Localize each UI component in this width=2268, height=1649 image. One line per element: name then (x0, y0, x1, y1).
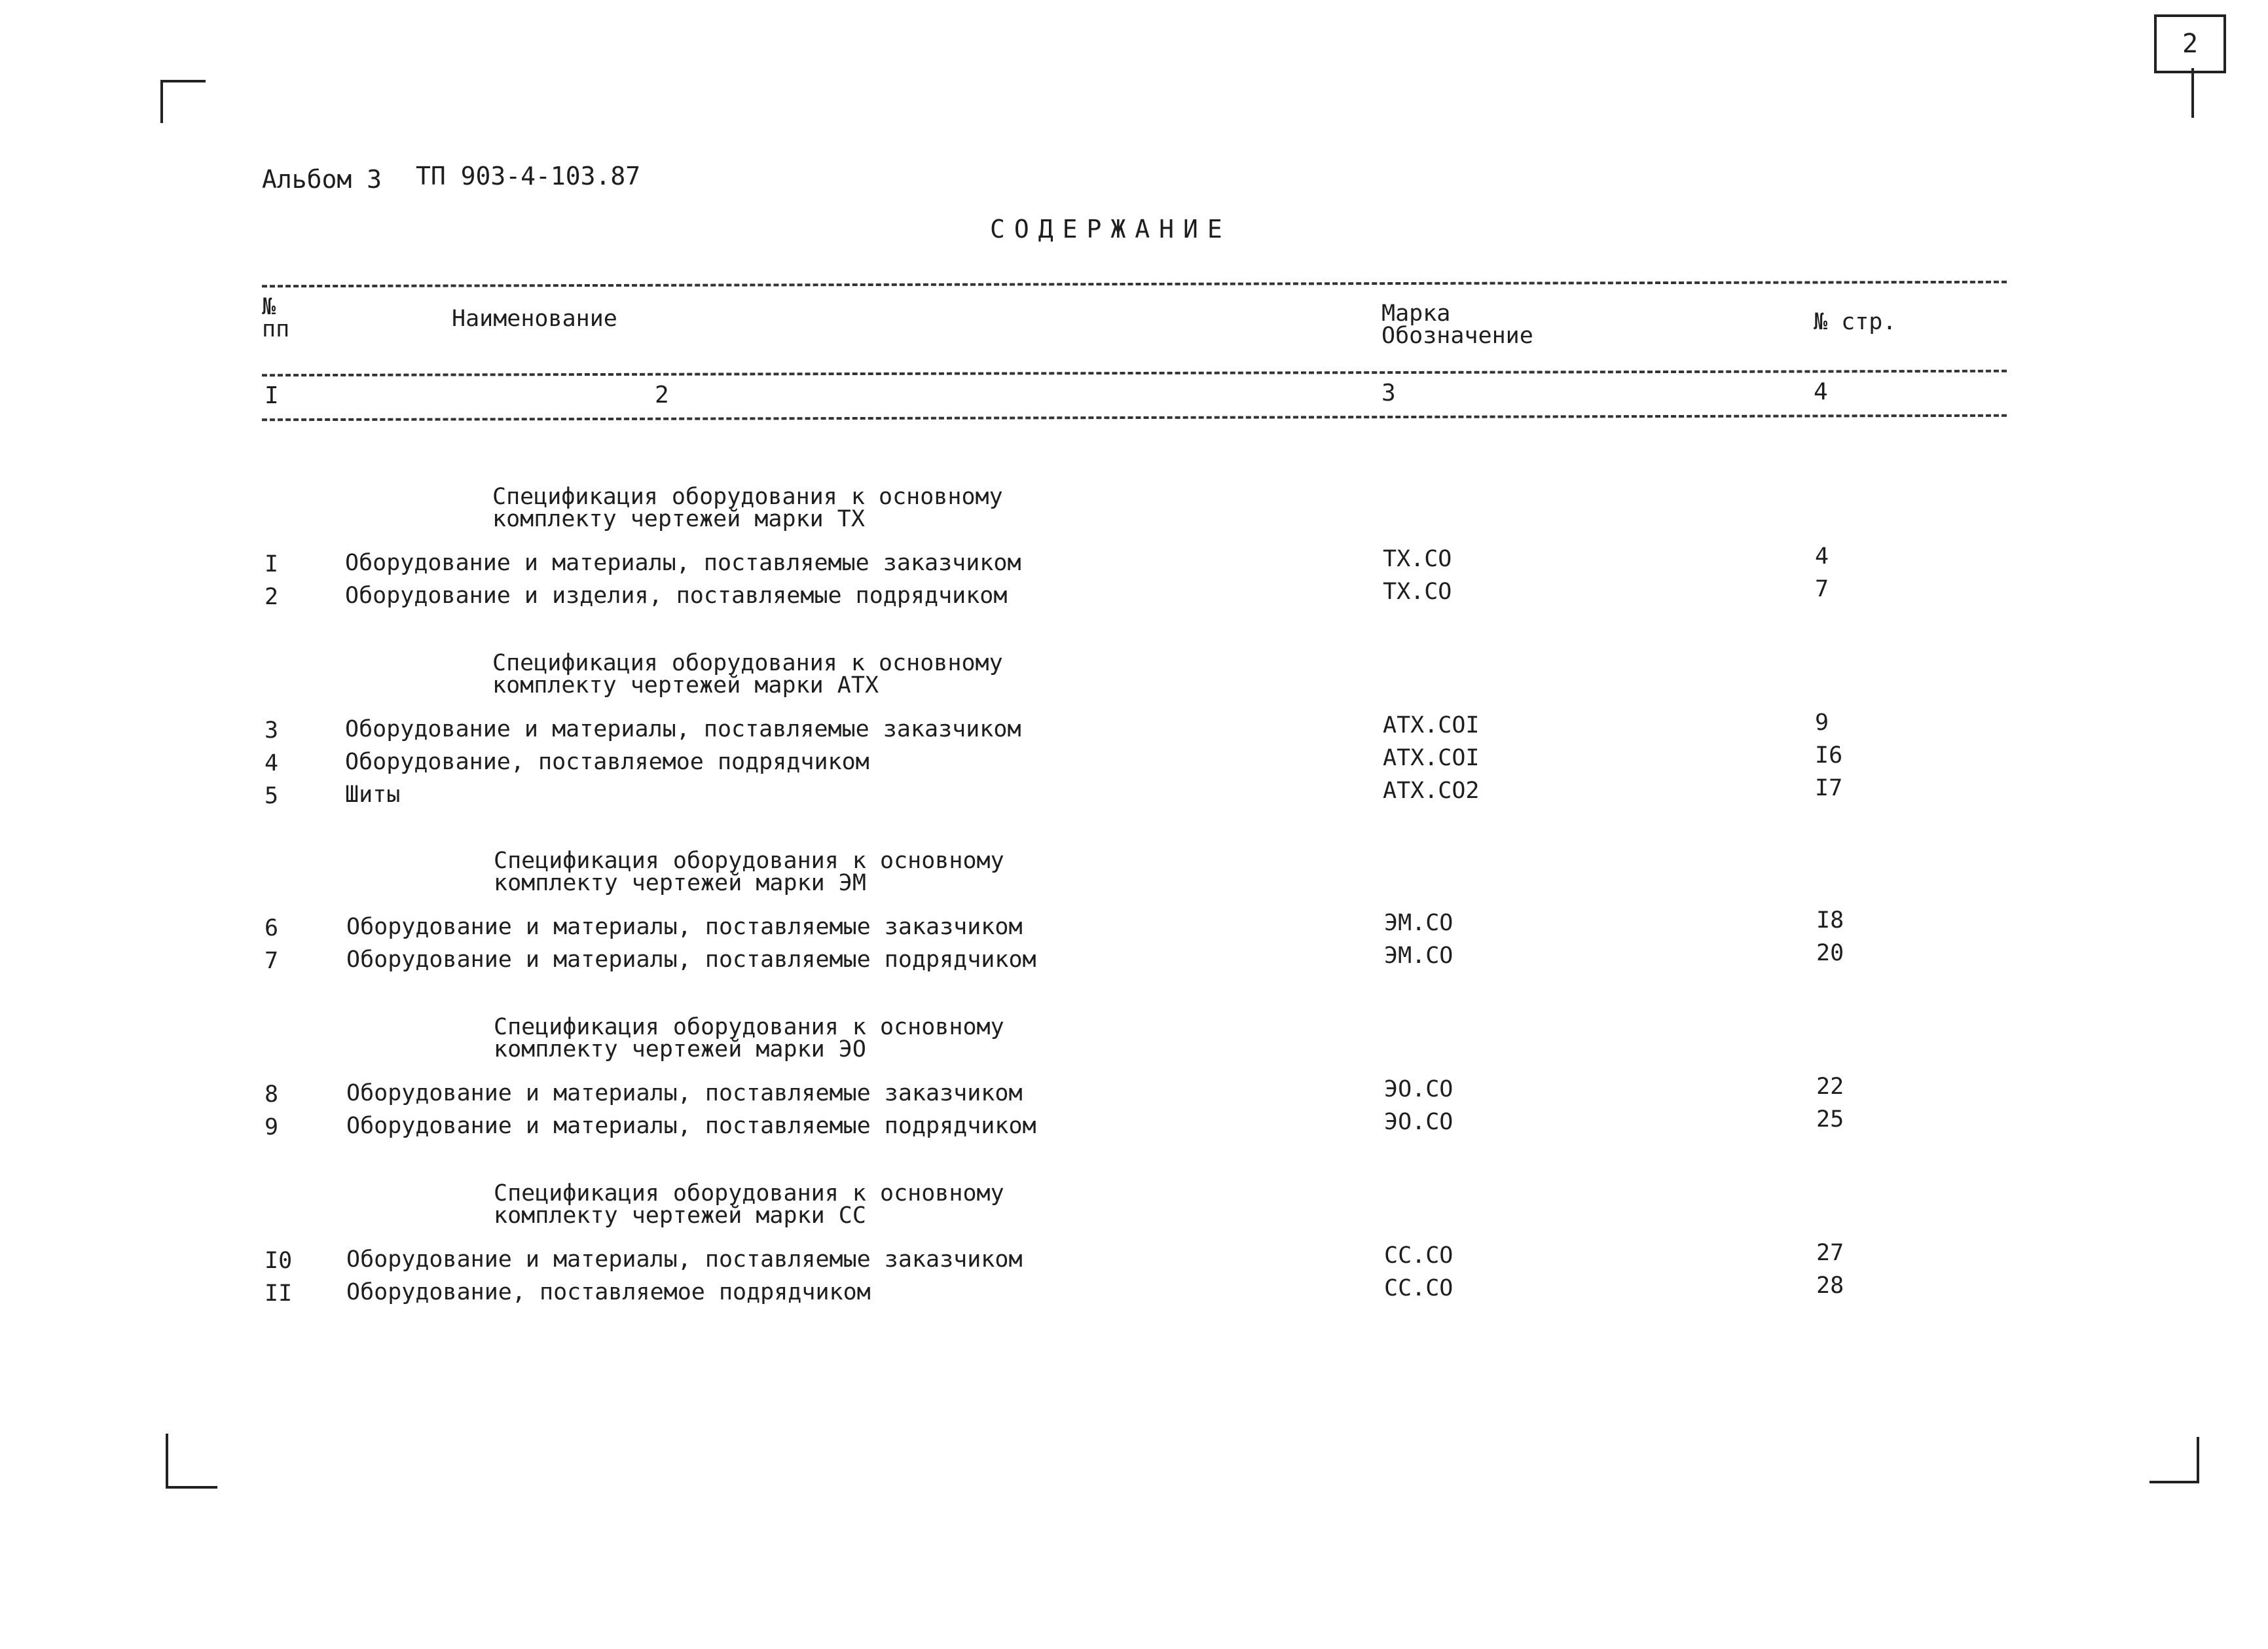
row-name: Оборудование и материалы, поставляемые заказчиком (346, 1080, 1023, 1106)
row-page: 28 (1816, 1273, 1844, 1299)
row-page: I8 (1816, 907, 1844, 933)
row-number: 5 (265, 783, 279, 809)
row-number: 6 (265, 915, 279, 941)
row-name: Оборудование и материалы, поставляемые заказчиком (346, 1246, 1023, 1273)
row-mark: АТХ.СО2 (1383, 778, 1480, 804)
row-number: II (265, 1280, 293, 1307)
section-title: Спецификация оборудования к основному комплекту чертежей марки СС (494, 1180, 1004, 1229)
row-page: 4 (1815, 543, 1829, 570)
section-title: Спецификация оборудования к основному комплекту чертежей марки ЭМ (494, 848, 1004, 896)
row-page: 25 (1816, 1106, 1844, 1133)
header-page: № стр. (1814, 309, 1897, 335)
row-page: 20 (1816, 940, 1844, 966)
row-mark: АТХ.СОI (1383, 712, 1480, 738)
row-number: 3 (265, 717, 279, 744)
row-mark: ЭО.СО (1384, 1109, 1454, 1135)
row-mark: СС.СО (1384, 1275, 1454, 1301)
row-page: 9 (1815, 710, 1829, 736)
row-name: Оборудование и материалы, поставляемые заказчиком (345, 716, 1021, 742)
column-number-1: I (265, 382, 279, 409)
row-mark: АТХ.СОI (1383, 745, 1480, 771)
page-title: СОДЕРЖАНИЕ (990, 215, 1232, 244)
row-number: 8 (265, 1081, 279, 1108)
column-number-3: 3 (1381, 380, 1396, 407)
header-name: Наименование (452, 306, 617, 332)
row-name: Оборудование, поставляемое подрядчиком (346, 1279, 871, 1305)
row-name: Оборудование и изделия, поставляемые подрядчиком (345, 583, 1008, 609)
row-number: 7 (265, 948, 279, 974)
page-number-tick (2191, 68, 2194, 118)
header-num-line2: пп (262, 316, 290, 342)
column-number-4: 4 (1814, 378, 1828, 405)
header-num-line1: № (262, 294, 276, 320)
row-mark: ТХ.СО (1383, 546, 1452, 572)
row-page: 27 (1816, 1240, 1844, 1266)
row-name: Шиты (345, 782, 401, 808)
row-mark: СС.СО (1384, 1242, 1454, 1269)
corner-mark-bottom-left (166, 1434, 217, 1489)
header-mid-rule (262, 370, 2007, 377)
header-mark (1381, 302, 1533, 347)
row-mark: ЭМ.СО (1384, 943, 1454, 969)
section-title: Спецификация оборудования к основному комплекту чертежей марки АТХ (492, 650, 1003, 698)
row-number: 4 (265, 750, 279, 776)
row-name: Оборудование и материалы, поставляемые подрядчиком (346, 947, 1036, 973)
row-number: I0 (265, 1248, 293, 1274)
header-mark-line1: Марка (1381, 300, 1451, 327)
row-mark: ЭО.СО (1384, 1076, 1454, 1102)
row-number: 9 (265, 1114, 279, 1140)
row-name: Оборудование, поставляемое подрядчиком (345, 749, 869, 775)
row-name: Оборудование и материалы, поставляемые заказчиком (345, 550, 1021, 576)
row-name: Оборудование и материалы, поставляемые заказчиком (346, 914, 1023, 940)
row-page: I7 (1815, 775, 1843, 801)
table-top-rule (262, 281, 2007, 288)
column-number-2: 2 (655, 382, 669, 408)
header-num (262, 296, 289, 340)
corner-mark-bottom-right (2149, 1437, 2199, 1483)
header-bottom-rule (262, 414, 2007, 422)
project-code: ТП 903-4-103.87 (416, 162, 641, 190)
row-number: 2 (265, 584, 279, 610)
page-number-box (2154, 14, 2226, 73)
header-mark-line2: Обозначение (1381, 323, 1533, 349)
row-mark: ТХ.СО (1383, 579, 1452, 605)
corner-mark-top-left (160, 80, 206, 123)
page-number: 2 (2182, 29, 2199, 59)
row-mark: ЭМ.СО (1384, 910, 1454, 936)
row-number: I (265, 551, 279, 577)
section-title: Спецификация оборудования к основному комплекту чертежей марки ТХ (492, 484, 1003, 532)
row-page: 22 (1816, 1074, 1844, 1100)
section-title: Спецификация оборудования к основному комплекту чертежей марки ЭО (494, 1014, 1004, 1062)
album-label: Альбом 3 (262, 165, 382, 194)
row-page: I6 (1815, 742, 1843, 769)
row-name: Оборудование и материалы, поставляемые подрядчиком (346, 1113, 1036, 1139)
row-page: 7 (1815, 576, 1829, 602)
